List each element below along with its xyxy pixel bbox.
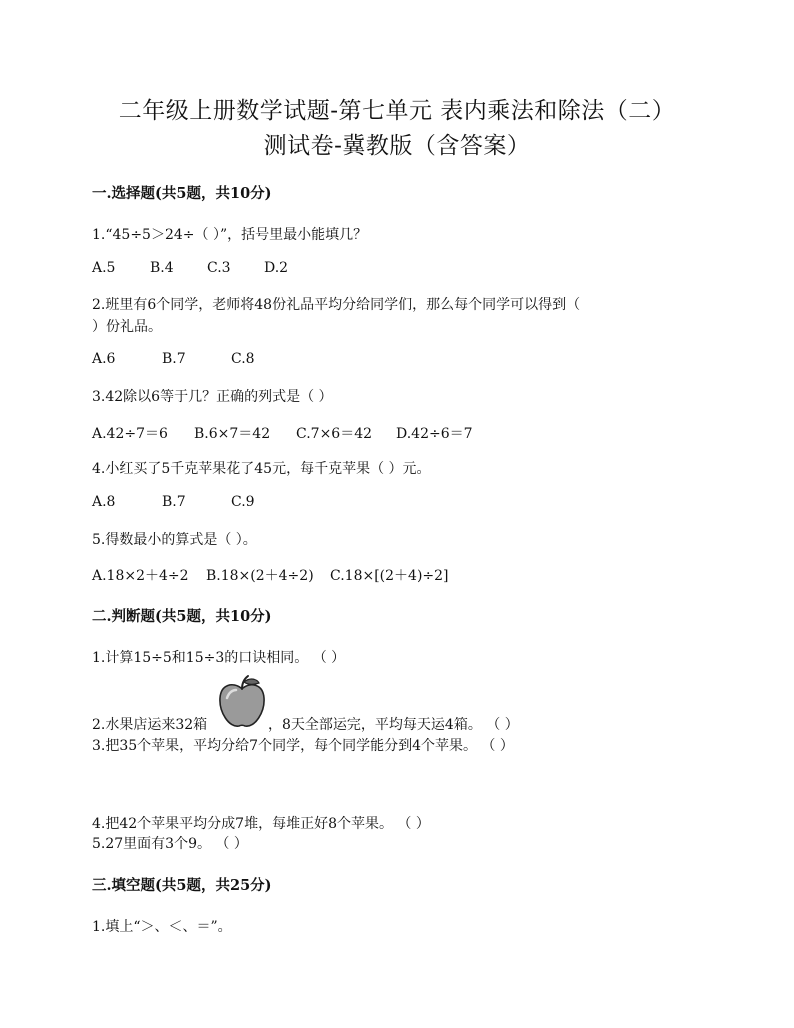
apple-icon <box>217 674 267 730</box>
choice-question-5: 5.得数最小的算式是（ ）。 <box>92 532 257 548</box>
judge-question-1: 1.计算15÷5和15÷3的口诀相同。 （ ） <box>92 650 346 666</box>
section-heading-choice: 一.选择题(共5题，共10分) <box>92 185 272 202</box>
choice-question-3: 3.42除以6等于几？正确的列式是（ ） <box>92 389 333 405</box>
judge-question-4: 4.把42个苹果平均分成7堆，每堆正好8个苹果。 （ ） <box>92 816 430 832</box>
option-a[interactable]: A.8 <box>92 494 116 510</box>
option-a[interactable]: A.6 <box>92 351 116 367</box>
option-c[interactable]: C.8 <box>231 351 255 367</box>
choice-options-1 <box>92 260 288 276</box>
option-c[interactable]: C.3 <box>207 260 231 276</box>
option-c[interactable]: C.18×[(2＋4)÷2] <box>330 568 449 584</box>
option-b[interactable]: B.7 <box>162 494 186 510</box>
page-title-line1: 二年级上册数学试题-第七单元 表内乘法和除法（二） <box>118 98 676 124</box>
option-a[interactable]: A.18×2＋4÷2 <box>92 568 189 584</box>
section-heading-judge: 二.判断题(共5题，共10分) <box>92 608 272 625</box>
judge-question-3: 3.把35个苹果，平均分给7个同学，每个同学能分到4个苹果。 （ ） <box>92 738 514 754</box>
option-b[interactable]: B.7 <box>162 351 186 367</box>
choice-question-4: 4.小红买了5千克苹果花了45元，每千克苹果（ ）元。 <box>92 461 431 477</box>
option-b[interactable]: B.18×(2＋4÷2) <box>206 568 314 584</box>
option-b[interactable]: B.6×7＝42 <box>194 426 271 442</box>
choice-options-4 <box>92 494 255 510</box>
choice-options-2 <box>92 351 255 367</box>
judge-question-5: 5.27里面有3个9。 （ ） <box>92 836 248 852</box>
choice-question-2-line1: 2.班里有6个同学，老师将48份礼品平均分给同学们，那么每个同学可以得到（ <box>92 297 581 313</box>
option-d[interactable]: D.42÷6＝7 <box>396 426 473 442</box>
fill-question-1: 1.填上“＞、＜、＝”。 <box>92 919 232 935</box>
judge-question-2-part1: 2.水果店运来32箱 <box>92 717 208 733</box>
option-d[interactable]: D.2 <box>264 260 289 276</box>
choice-options-5 <box>92 565 449 585</box>
option-b[interactable]: B.4 <box>150 260 174 276</box>
choice-question-2-line2: ）份礼品。 <box>92 319 162 335</box>
choice-question-1: 1.“45÷5＞24÷（ ）”，括号里最小能填几？ <box>92 227 368 243</box>
option-c[interactable]: C.7×6＝42 <box>296 426 373 442</box>
choice-options-3 <box>92 423 473 443</box>
judge-question-2-part2: ，8天全部运完，平均每天运4箱。 （ ） <box>268 717 519 733</box>
section-heading-fill: 三.填空题(共5题，共25分) <box>92 877 272 894</box>
option-a[interactable]: A.42÷7＝6 <box>92 426 168 442</box>
page-title-line2: 测试卷-冀教版（含答案） <box>263 133 531 159</box>
option-c[interactable]: C.9 <box>231 494 255 510</box>
option-a[interactable]: A.5 <box>92 260 116 276</box>
